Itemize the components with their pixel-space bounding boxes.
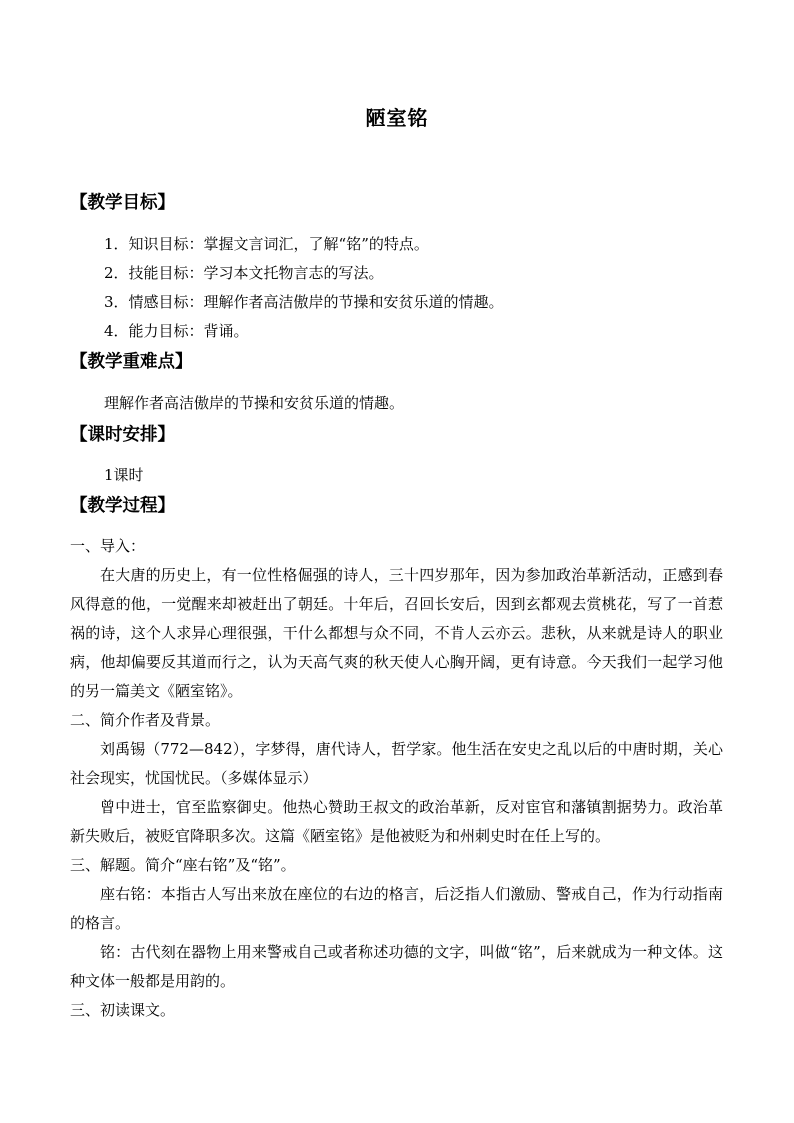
key-points-text: 理解作者高洁傲岸的节操和安贫乐道的情趣。 bbox=[104, 394, 405, 412]
document-title: 陋室铭 bbox=[365, 106, 429, 130]
key-points-heading: 【教学重难点】 bbox=[70, 352, 193, 372]
author-paragraph-2: 曾中进士，官至监察御史。他热心赞助王叔文的政治革新，反对宦官和藩镇割据势力。政治革新失败后，被贬官降职多次。这篇《陋室铭》是他被贬为和州刺史时在任上写的。 bbox=[70, 798, 723, 845]
objectives-heading: 【教学目标】 bbox=[70, 193, 175, 213]
objective-item-4: 4．能力目标：背诵。 bbox=[104, 322, 249, 340]
objective-item-1: 1．知识目标：掌握文言词汇，了解“铭”的特点。 bbox=[104, 235, 429, 253]
intro-paragraph: 在大唐的历史上，有一位性格倔强的诗人，三十四岁那年，因为参加政治革新活动，正感到春风得意的他，一觉醒来却被赶出了朝廷。十年后，召回长安后，因到玄都观去赏桃花，写了一首惹祸的诗，这个人求异心理很强，干什么都想与众不同，不肯人云亦云。悲秋，从来就是诗人的职业病，他却偏要反其道而行之，认为天高气爽的秋天使人心胸开阔，更有诗意。今天我们一起学习他的另一篇美文《陋室铭》。 bbox=[70, 566, 723, 700]
section-reading-title: 三、初读课文。 bbox=[70, 1001, 176, 1019]
schedule-heading: 【课时安排】 bbox=[70, 425, 175, 445]
motto-paragraph: 座右铭：本指古人写出来放在座位的右边的格言，后泛指人们激励、警戒自己，作为行动指南的格言。 bbox=[70, 885, 723, 932]
objective-item-3: 3．情感目标：理解作者高洁傲岸的节操和安贫乐道的情趣。 bbox=[104, 293, 504, 311]
schedule-text: 1课时 bbox=[104, 466, 144, 484]
process-body bbox=[70, 532, 723, 1025]
author-paragraph-1: 刘禹锡（772—842），字梦得，唐代诗人，哲学家。他生活在安史之乱以后的中唐时期，关心社会现实，忧国忧民。（多媒体显示） bbox=[70, 740, 723, 787]
objective-item-2: 2．技能目标：学习本文托物言志的写法。 bbox=[104, 264, 384, 282]
section-intro-title: 一、导入： bbox=[70, 537, 146, 555]
section-explain-title: 三、解题。简介“座右铭”及“铭”。 bbox=[70, 856, 296, 874]
section-author-title: 二、简介作者及背景。 bbox=[70, 711, 221, 729]
ming-paragraph: 铭：古代刻在器物上用来警戒自己或者称述功德的文字，叫做“铭”，后来就成为一种文体。这种文体一般都是用韵的。 bbox=[70, 943, 723, 990]
process-heading: 【教学过程】 bbox=[70, 496, 175, 516]
